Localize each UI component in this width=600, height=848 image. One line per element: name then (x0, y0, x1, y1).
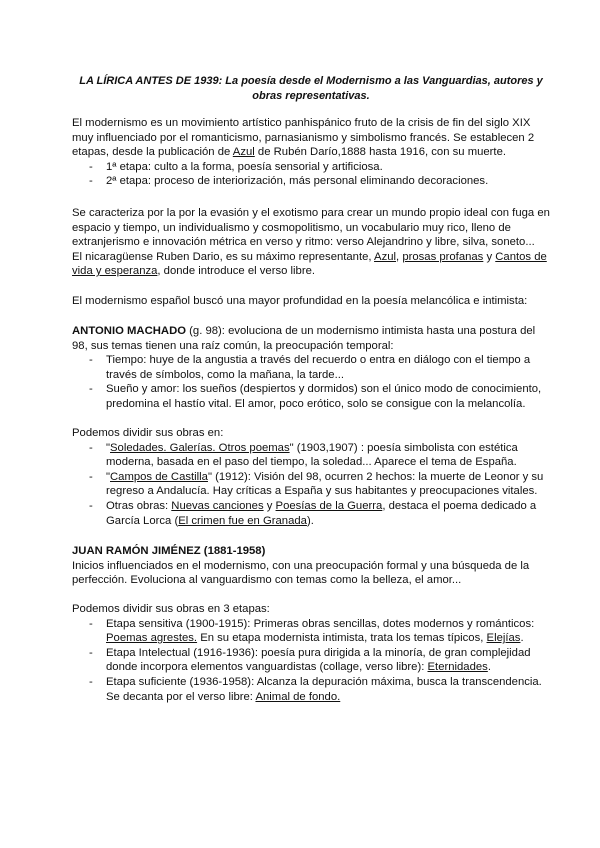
spanish-modernism-section (72, 294, 552, 309)
stage-text-end: . (487, 661, 491, 674)
jimenez-works-intro: Podemos dividir sus obras en 3 etapas: (72, 603, 270, 615)
work-title-nuevas-canciones: Nuevas canciones (171, 499, 264, 512)
work-title-poesias-guerra: Poesías de la Guerra (275, 499, 383, 512)
separator: y (263, 499, 276, 512)
machado-works-list (72, 441, 552, 529)
spanish-modernism-paragraph: El modernismo español buscó una mayor profundidad en la poesía melancólica e intimista: (72, 295, 528, 307)
jimenez-works-section (72, 602, 552, 704)
list-item: - Sueño y amor: los sueños (despiertos y dormidos) son el único modo de conocimiento, predomina el hastío vital. El amor, poco erótico, solo se consigue con la melancolía. (72, 382, 552, 411)
work-title-soledades: Soledades. Galerías. Otros poemas (110, 441, 290, 454)
author-name-jimenez: JUAN RAMÓN JIMÉNEZ (1881-1958) (72, 545, 266, 557)
list-item (72, 646, 552, 675)
work-title-prosas-profanas: prosas profanas (402, 250, 484, 263)
stage-text: En su etapa modernista intimista, trata los temas típicos, (197, 632, 487, 645)
work-description: " (1912): Visión del 98, ocurren 2 hechos: la muerte de Leonor y su regreso a Andalucía. Hay críticas a España y sus habitantes y preocupaciones vitales. (106, 470, 544, 498)
work-title-azul: Azul (374, 250, 397, 263)
work-title-campos: Campos de Castilla (110, 470, 208, 483)
work-description: " (1903,1907) : poesía simbolista con estética moderna, basada en el paso del tiempo, la soledad... Aparece el tema de España. (106, 441, 518, 469)
machado-text: (g. 98): evoluciona de un modernismo intimista hasta una postura del 98, sus temas tienen una raíz común, la preocupación temporal: (72, 325, 536, 352)
other-works-text-end: ). (306, 514, 314, 527)
work-title-animal-de-fondo: Animal de fondo. (255, 690, 341, 703)
work-title-cantos: Cantos de vida y esperanza (72, 250, 547, 278)
list-item: - Tiempo: huye de la angustia a través del recuerdo o entra en diálogo con el tiempo a través de símbolos, como la mañana, la tarde... (72, 353, 552, 382)
dario-text-end: , donde introduce el verso libre. (157, 265, 316, 278)
characteristics-section (72, 206, 552, 279)
list-item: - 2ª etapa: proceso de interiorización, más personal eliminando decoraciones. (72, 174, 552, 189)
list-item (72, 441, 552, 470)
work-title-azul: Azul (232, 146, 255, 159)
jimenez-section (72, 544, 552, 588)
other-works-text: Otras obras: (106, 499, 172, 512)
stage-text: Etapa Intelectual (1916-1936): poesía pura dirigida a la minoría, de gran complejidad donde incorpora elementos vanguardistas (collage, verso libre): (106, 646, 531, 674)
machado-works-intro: Podemos dividir sus obras en: (72, 427, 224, 439)
stage-text: Etapa sensitiva (1900-1915): Primeras obras sencillas, dotes modernos y románticos: (106, 617, 535, 630)
machado-works-section (72, 426, 552, 528)
machado-section (72, 324, 552, 412)
list-item (72, 617, 552, 646)
separator: , (396, 250, 403, 263)
document-title: LA LÍRICA ANTES DE 1939: La poesía desde el Modernismo a las Vanguardias, autores y obras representativas. (79, 75, 543, 102)
dario-text: El nicaragüense Ruben Dario, es su máximo representante, (72, 250, 375, 263)
machado-themes-list (72, 353, 552, 411)
work-title-crimen-granada: El crimen fue en Granada (178, 514, 307, 527)
characteristics-text: Se caracteriza por la por la evasión y el exotismo para crear un mundo propio ideal con fuga en espacio y tiempo, un individualismo y cosmopolitismo, un vocabulario muy rico, lleno de extranjerismo e innovación métrica en verso y ritmo: verso Alejandrino y libre, silva, soneto... (72, 207, 550, 249)
intro-paragraph (72, 116, 552, 160)
intro-text-end: de Rubén Darío,1888 hasta 1916, con su muerte. (254, 146, 506, 159)
stages-list (72, 160, 552, 189)
list-item (72, 675, 552, 704)
intro-text: El modernismo es un movimiento artístico panhispánico fruto de la crisis de fin del siglo XIX muy influenciado por el romanticismo, parnasianismo y simbolismo francés. Se establecen 2 etapas, desde la publicación de (72, 117, 535, 159)
other-works-text: , destaca el poema dedicado a García Lorca ( (106, 499, 537, 527)
machado-intro (72, 324, 552, 353)
quote: " (106, 441, 111, 454)
stage-text-end: . (520, 632, 524, 645)
intro-section (72, 116, 552, 189)
work-title-poemas-agrestes: Poemas agrestes. (106, 632, 198, 645)
list-item (72, 499, 552, 528)
quote: " (106, 470, 111, 483)
list-item (72, 470, 552, 499)
jimenez-stages-list (72, 617, 552, 705)
author-name-machado: ANTONIO MACHADO (72, 325, 187, 337)
work-title-eternidades: Eternidades (427, 661, 488, 674)
stage-text: Etapa suficiente (1936-1958): Alcanza la depuración máxima, busca la transcendencia. Se decanta por el verso libre: (106, 675, 542, 703)
separator: y (483, 250, 496, 263)
list-item: - 1ª etapa: culto a la forma, poesía sensorial y artificiosa. (72, 160, 552, 175)
characteristics-paragraph (72, 206, 552, 279)
work-title-elejias: Elejías (486, 632, 521, 645)
jimenez-text: Inicios influenciados en el modernismo, con una preocupación formal y una búsqueda de la perfección. Evoluciona al vanguardismo con temas como la belleza, el amor... (72, 559, 530, 587)
